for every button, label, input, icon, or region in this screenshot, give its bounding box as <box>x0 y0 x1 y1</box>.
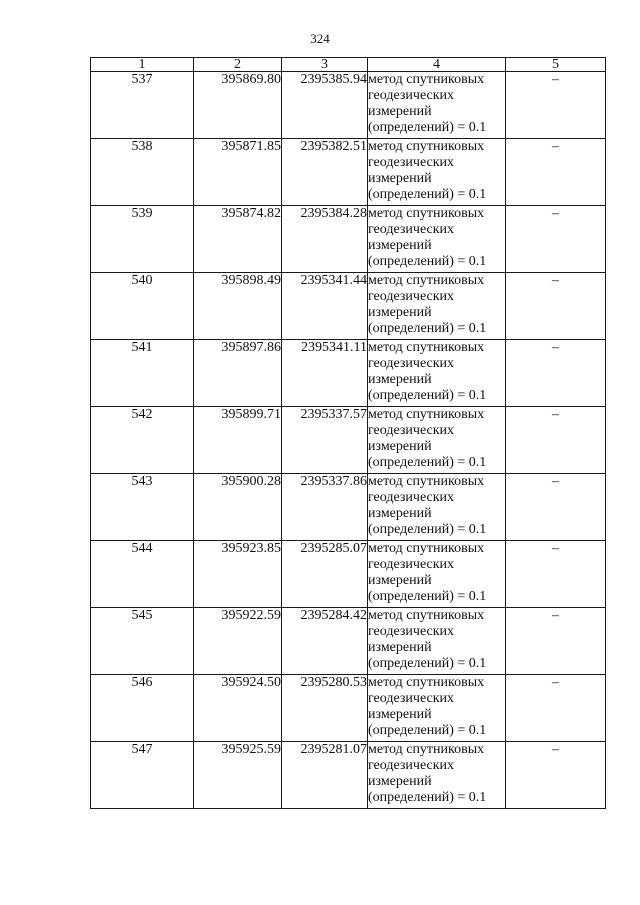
method-line: метод спутниковых <box>368 206 485 221</box>
table-row <box>91 474 606 541</box>
method-line: метод спутниковых <box>368 139 485 154</box>
method-line: геодезических <box>368 289 455 304</box>
method-line: метод спутниковых <box>368 72 485 87</box>
x-coordinate-cell: 395922.59 <box>194 608 282 675</box>
method-line: метод спутниковых <box>368 608 485 623</box>
method-line: (определений) = 0.1 <box>368 254 487 269</box>
method-line: (определений) = 0.1 <box>368 723 487 738</box>
method-line: измерений <box>368 774 432 789</box>
method-line: геодезических <box>368 423 455 438</box>
method-cell <box>368 340 506 407</box>
point-number-cell: 540 <box>91 273 194 340</box>
method-line: (определений) = 0.1 <box>368 120 487 135</box>
method-line: метод спутниковых <box>368 541 485 556</box>
method-line: геодезических <box>368 490 455 505</box>
method-line: метод спутниковых <box>368 742 485 757</box>
point-number-cell: 544 <box>91 541 194 608</box>
dash-cell: – <box>506 273 606 340</box>
column-header: 3 <box>282 58 368 72</box>
method-line: измерений <box>368 707 432 722</box>
table-row <box>91 72 606 139</box>
dash-cell: – <box>506 474 606 541</box>
method-line: геодезических <box>368 758 455 773</box>
dash-cell: – <box>506 407 606 474</box>
x-coordinate-cell: 395924.50 <box>194 675 282 742</box>
method-line: измерений <box>368 640 432 655</box>
method-line: измерений <box>368 573 432 588</box>
y-coordinate-cell: 2395384.28 <box>282 206 368 273</box>
x-coordinate-cell: 395898.49 <box>194 273 282 340</box>
method-line: метод спутниковых <box>368 474 485 489</box>
method-line: метод спутниковых <box>368 340 485 355</box>
method-line: измерений <box>368 238 432 253</box>
method-cell <box>368 139 506 206</box>
table-row <box>91 407 606 474</box>
page-number: 324 <box>310 31 330 46</box>
table-row <box>91 206 606 273</box>
method-line: геодезических <box>368 356 455 371</box>
x-coordinate-cell: 395897.86 <box>194 340 282 407</box>
x-coordinate-cell: 395923.85 <box>194 541 282 608</box>
coordinates-table <box>90 57 606 809</box>
y-coordinate-cell: 2395280.53 <box>282 675 368 742</box>
method-line: измерений <box>368 439 432 454</box>
point-number-cell: 543 <box>91 474 194 541</box>
column-header: 1 <box>91 58 194 72</box>
method-cell <box>368 474 506 541</box>
dash-cell: – <box>506 340 606 407</box>
dash-cell: – <box>506 139 606 206</box>
point-number-cell: 541 <box>91 340 194 407</box>
y-coordinate-cell: 2395341.11 <box>282 340 368 407</box>
method-line: (определений) = 0.1 <box>368 656 487 671</box>
point-number-cell: 547 <box>91 742 194 809</box>
method-cell <box>368 72 506 139</box>
method-cell <box>368 206 506 273</box>
method-line: (определений) = 0.1 <box>368 790 487 805</box>
method-line: геодезических <box>368 222 455 237</box>
table-row <box>91 139 606 206</box>
y-coordinate-cell: 2395385.94 <box>282 72 368 139</box>
method-line: (определений) = 0.1 <box>368 321 487 336</box>
dash-cell: – <box>506 541 606 608</box>
y-coordinate-cell: 2395382.51 <box>282 139 368 206</box>
dash-cell: – <box>506 742 606 809</box>
method-line: геодезических <box>368 624 455 639</box>
method-line: (определений) = 0.1 <box>368 455 487 470</box>
x-coordinate-cell: 395899.71 <box>194 407 282 474</box>
method-line: (определений) = 0.1 <box>368 522 487 537</box>
method-cell <box>368 273 506 340</box>
method-line: (определений) = 0.1 <box>368 388 487 403</box>
method-cell <box>368 742 506 809</box>
method-line: измерений <box>368 506 432 521</box>
method-line: (определений) = 0.1 <box>368 187 487 202</box>
point-number-cell: 546 <box>91 675 194 742</box>
x-coordinate-cell: 395871.85 <box>194 139 282 206</box>
method-line: (определений) = 0.1 <box>368 589 487 604</box>
dash-cell: – <box>506 675 606 742</box>
point-number-cell: 539 <box>91 206 194 273</box>
method-line: геодезических <box>368 691 455 706</box>
dash-cell: – <box>506 608 606 675</box>
table-row <box>91 340 606 407</box>
y-coordinate-cell: 2395337.57 <box>282 407 368 474</box>
method-cell <box>368 541 506 608</box>
method-line: метод спутниковых <box>368 675 485 690</box>
table-row <box>91 742 606 809</box>
table-row <box>91 273 606 340</box>
method-line: измерений <box>368 305 432 320</box>
method-line: измерений <box>368 171 432 186</box>
x-coordinate-cell: 395869.80 <box>194 72 282 139</box>
y-coordinate-cell: 2395285.07 <box>282 541 368 608</box>
method-line: геодезических <box>368 88 455 103</box>
table-body <box>91 72 606 809</box>
column-header: 2 <box>194 58 282 72</box>
y-coordinate-cell: 2395281.07 <box>282 742 368 809</box>
x-coordinate-cell: 395925.59 <box>194 742 282 809</box>
method-cell <box>368 407 506 474</box>
dash-cell: – <box>506 206 606 273</box>
dash-cell: – <box>506 72 606 139</box>
method-line: геодезических <box>368 557 455 572</box>
y-coordinate-cell: 2395284.42 <box>282 608 368 675</box>
x-coordinate-cell: 395874.82 <box>194 206 282 273</box>
y-coordinate-cell: 2395341.44 <box>282 273 368 340</box>
header-row <box>91 58 606 72</box>
point-number-cell: 542 <box>91 407 194 474</box>
y-coordinate-cell: 2395337.86 <box>282 474 368 541</box>
table-row <box>91 675 606 742</box>
method-line: геодезических <box>368 155 455 170</box>
point-number-cell: 545 <box>91 608 194 675</box>
table-header <box>91 58 606 72</box>
table-row <box>91 608 606 675</box>
method-line: метод спутниковых <box>368 407 485 422</box>
method-cell <box>368 675 506 742</box>
column-header: 4 <box>368 58 506 72</box>
point-number-cell: 537 <box>91 72 194 139</box>
method-line: измерений <box>368 372 432 387</box>
column-header: 5 <box>506 58 606 72</box>
point-number-cell: 538 <box>91 139 194 206</box>
method-line: измерений <box>368 104 432 119</box>
method-line: метод спутниковых <box>368 273 485 288</box>
x-coordinate-cell: 395900.28 <box>194 474 282 541</box>
table-row <box>91 541 606 608</box>
method-cell <box>368 608 506 675</box>
